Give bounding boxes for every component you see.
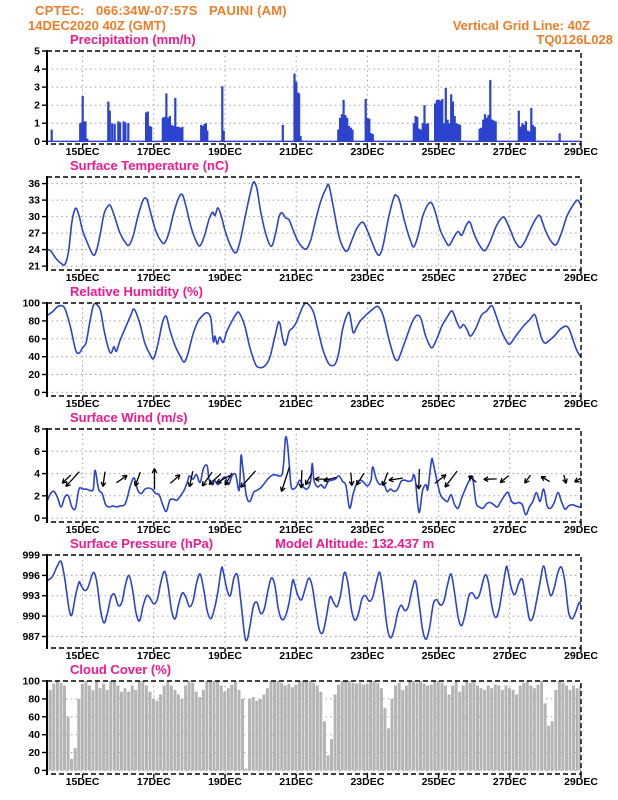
svg-text:17DEC: 17DEC [136, 272, 171, 284]
pressure-chart [0, 551, 618, 663]
svg-text:29DEC: 29DEC [564, 272, 598, 284]
svg-text:17DEC: 17DEC [136, 146, 171, 158]
svg-text:19DEC: 19DEC [208, 398, 242, 410]
x-axis-labels [66, 396, 599, 410]
x-axis-labels [66, 144, 599, 158]
svg-text:23DEC: 23DEC [350, 524, 385, 536]
svg-text:6: 6 [34, 445, 40, 458]
svg-text:21DEC: 21DEC [279, 398, 314, 410]
svg-text:24: 24 [28, 244, 40, 257]
svg-text:23DEC: 23DEC [350, 272, 385, 284]
svg-text:27: 27 [28, 227, 40, 240]
svg-text:21DEC: 21DEC [279, 776, 314, 788]
gridlines [47, 51, 581, 144]
panel-temperature [0, 159, 618, 285]
svg-text:19DEC: 19DEC [208, 776, 242, 788]
svg-text:20: 20 [28, 747, 40, 759]
svg-text:0: 0 [34, 135, 40, 148]
svg-text:100: 100 [22, 677, 40, 688]
svg-text:27DEC: 27DEC [492, 776, 527, 788]
panel-title-temperature: Surface Temperature (nC) [70, 158, 229, 173]
svg-text:4: 4 [34, 63, 40, 76]
svg-text:60: 60 [28, 711, 40, 724]
svg-text:23DEC: 23DEC [350, 398, 385, 410]
svg-text:25DEC: 25DEC [421, 650, 456, 662]
svg-text:19DEC: 19DEC [208, 524, 242, 536]
svg-text:4: 4 [34, 468, 40, 481]
svg-text:21DEC: 21DEC [279, 146, 314, 158]
svg-text:40: 40 [28, 729, 40, 742]
y-axis-labels [22, 677, 47, 777]
svg-text:2: 2 [34, 99, 40, 112]
svg-text:21DEC: 21DEC [279, 524, 314, 536]
panel-wind [0, 411, 618, 537]
y-axis-labels [22, 299, 47, 399]
svg-text:21DEC: 21DEC [279, 272, 314, 284]
panel-title-humidity: Relative Humidity (%) [70, 284, 203, 299]
svg-text:23DEC: 23DEC [350, 776, 385, 788]
svg-text:80: 80 [28, 693, 40, 706]
panel-title-cloud: Cloud Cover (%) [70, 662, 172, 677]
svg-text:29DEC: 29DEC [564, 398, 598, 410]
svg-text:29DEC: 29DEC [564, 524, 598, 536]
svg-text:80: 80 [28, 315, 40, 328]
panel-title-precipitation: Precipitation (mm/h) [70, 32, 196, 47]
svg-text:33: 33 [28, 194, 40, 207]
header-run-datetime: 14DEC2020 40Z (GMT) [28, 18, 166, 33]
svg-text:17DEC: 17DEC [136, 776, 171, 788]
svg-text:19DEC: 19DEC [208, 146, 242, 158]
svg-text:27DEC: 27DEC [492, 398, 527, 410]
svg-text:19DEC: 19DEC [208, 650, 242, 662]
humidity-chart [0, 299, 618, 411]
svg-text:0: 0 [34, 386, 40, 399]
series [47, 437, 584, 515]
svg-text:15DEC: 15DEC [65, 398, 100, 410]
cloud-cover-chart [0, 677, 618, 789]
svg-text:23DEC: 23DEC [350, 650, 385, 662]
x-axis-labels [66, 270, 599, 284]
svg-text:21: 21 [28, 260, 40, 273]
panel-title-model-altitude: Model Altitude: 132.437 m [275, 536, 435, 551]
header-run-line [28, 18, 590, 33]
svg-text:999: 999 [22, 551, 40, 562]
panel-humidity [0, 285, 618, 411]
svg-text:1: 1 [34, 117, 40, 130]
svg-text:30: 30 [28, 211, 40, 224]
x-axis-labels [66, 648, 599, 662]
series [47, 74, 581, 142]
series [47, 303, 581, 368]
temperature-chart [0, 173, 618, 285]
y-axis-labels [28, 178, 47, 273]
header-grid-note: Vertical Grid Line: 40Z [452, 18, 590, 33]
svg-text:23DEC: 23DEC [350, 146, 385, 158]
y-axis-labels [34, 425, 47, 525]
x-axis-labels [66, 774, 599, 788]
svg-text:36: 36 [28, 178, 40, 191]
header [0, 0, 618, 33]
svg-text:100: 100 [22, 299, 40, 310]
panel-pressure [0, 537, 618, 663]
svg-text:40: 40 [28, 351, 40, 364]
svg-text:29DEC: 29DEC [564, 650, 598, 662]
gridlines [47, 303, 581, 396]
header-model-code: TQ0126L028 [536, 32, 613, 47]
svg-text:27DEC: 27DEC [492, 650, 527, 662]
header-station-line: CPTEC: 066:34W-07:57S PAUINI (AM) [35, 3, 287, 18]
svg-text:8: 8 [34, 425, 40, 436]
svg-text:25DEC: 25DEC [421, 776, 456, 788]
svg-text:0: 0 [34, 512, 40, 525]
wind-chart [0, 425, 618, 537]
svg-text:5: 5 [34, 47, 40, 58]
svg-text:990: 990 [22, 610, 40, 623]
svg-text:27DEC: 27DEC [492, 524, 527, 536]
svg-text:15DEC: 15DEC [65, 272, 100, 284]
svg-text:17DEC: 17DEC [136, 650, 171, 662]
svg-text:20: 20 [28, 369, 40, 381]
svg-text:2: 2 [34, 490, 40, 503]
series [47, 182, 581, 265]
svg-text:60: 60 [28, 333, 40, 346]
series [45, 681, 582, 770]
svg-text:25DEC: 25DEC [421, 146, 456, 158]
svg-text:17DEC: 17DEC [136, 524, 171, 536]
svg-text:27DEC: 27DEC [492, 146, 527, 158]
svg-text:19DEC: 19DEC [208, 272, 242, 284]
svg-text:29DEC: 29DEC [564, 776, 598, 788]
svg-text:996: 996 [22, 569, 40, 582]
y-axis-labels [34, 47, 47, 148]
svg-text:25DEC: 25DEC [421, 272, 456, 284]
panel-title-pressure: Surface Pressure (hPa) [70, 536, 214, 551]
svg-text:15DEC: 15DEC [65, 524, 100, 536]
panel-precipitation [0, 33, 618, 159]
precipitation-chart [0, 47, 618, 159]
plot-frame [47, 50, 581, 145]
y-axis-labels [22, 551, 47, 643]
panel-title-wind: Surface Wind (m/s) [70, 410, 188, 425]
svg-text:15DEC: 15DEC [65, 146, 100, 158]
plot-frame [47, 176, 581, 271]
svg-text:15DEC: 15DEC [65, 650, 100, 662]
panel-cloud [0, 663, 618, 789]
svg-text:3: 3 [34, 81, 40, 94]
gridlines [47, 177, 581, 270]
svg-text:25DEC: 25DEC [421, 524, 456, 536]
svg-text:15DEC: 15DEC [65, 776, 100, 788]
svg-text:17DEC: 17DEC [136, 398, 171, 410]
svg-text:25DEC: 25DEC [421, 398, 456, 410]
series [47, 561, 581, 641]
svg-text:27DEC: 27DEC [492, 272, 527, 284]
svg-text:21DEC: 21DEC [279, 650, 314, 662]
svg-text:993: 993 [22, 590, 40, 603]
x-axis-labels [66, 522, 599, 536]
svg-text:0: 0 [34, 764, 40, 777]
svg-text:987: 987 [22, 631, 40, 643]
svg-text:29DEC: 29DEC [564, 146, 598, 158]
